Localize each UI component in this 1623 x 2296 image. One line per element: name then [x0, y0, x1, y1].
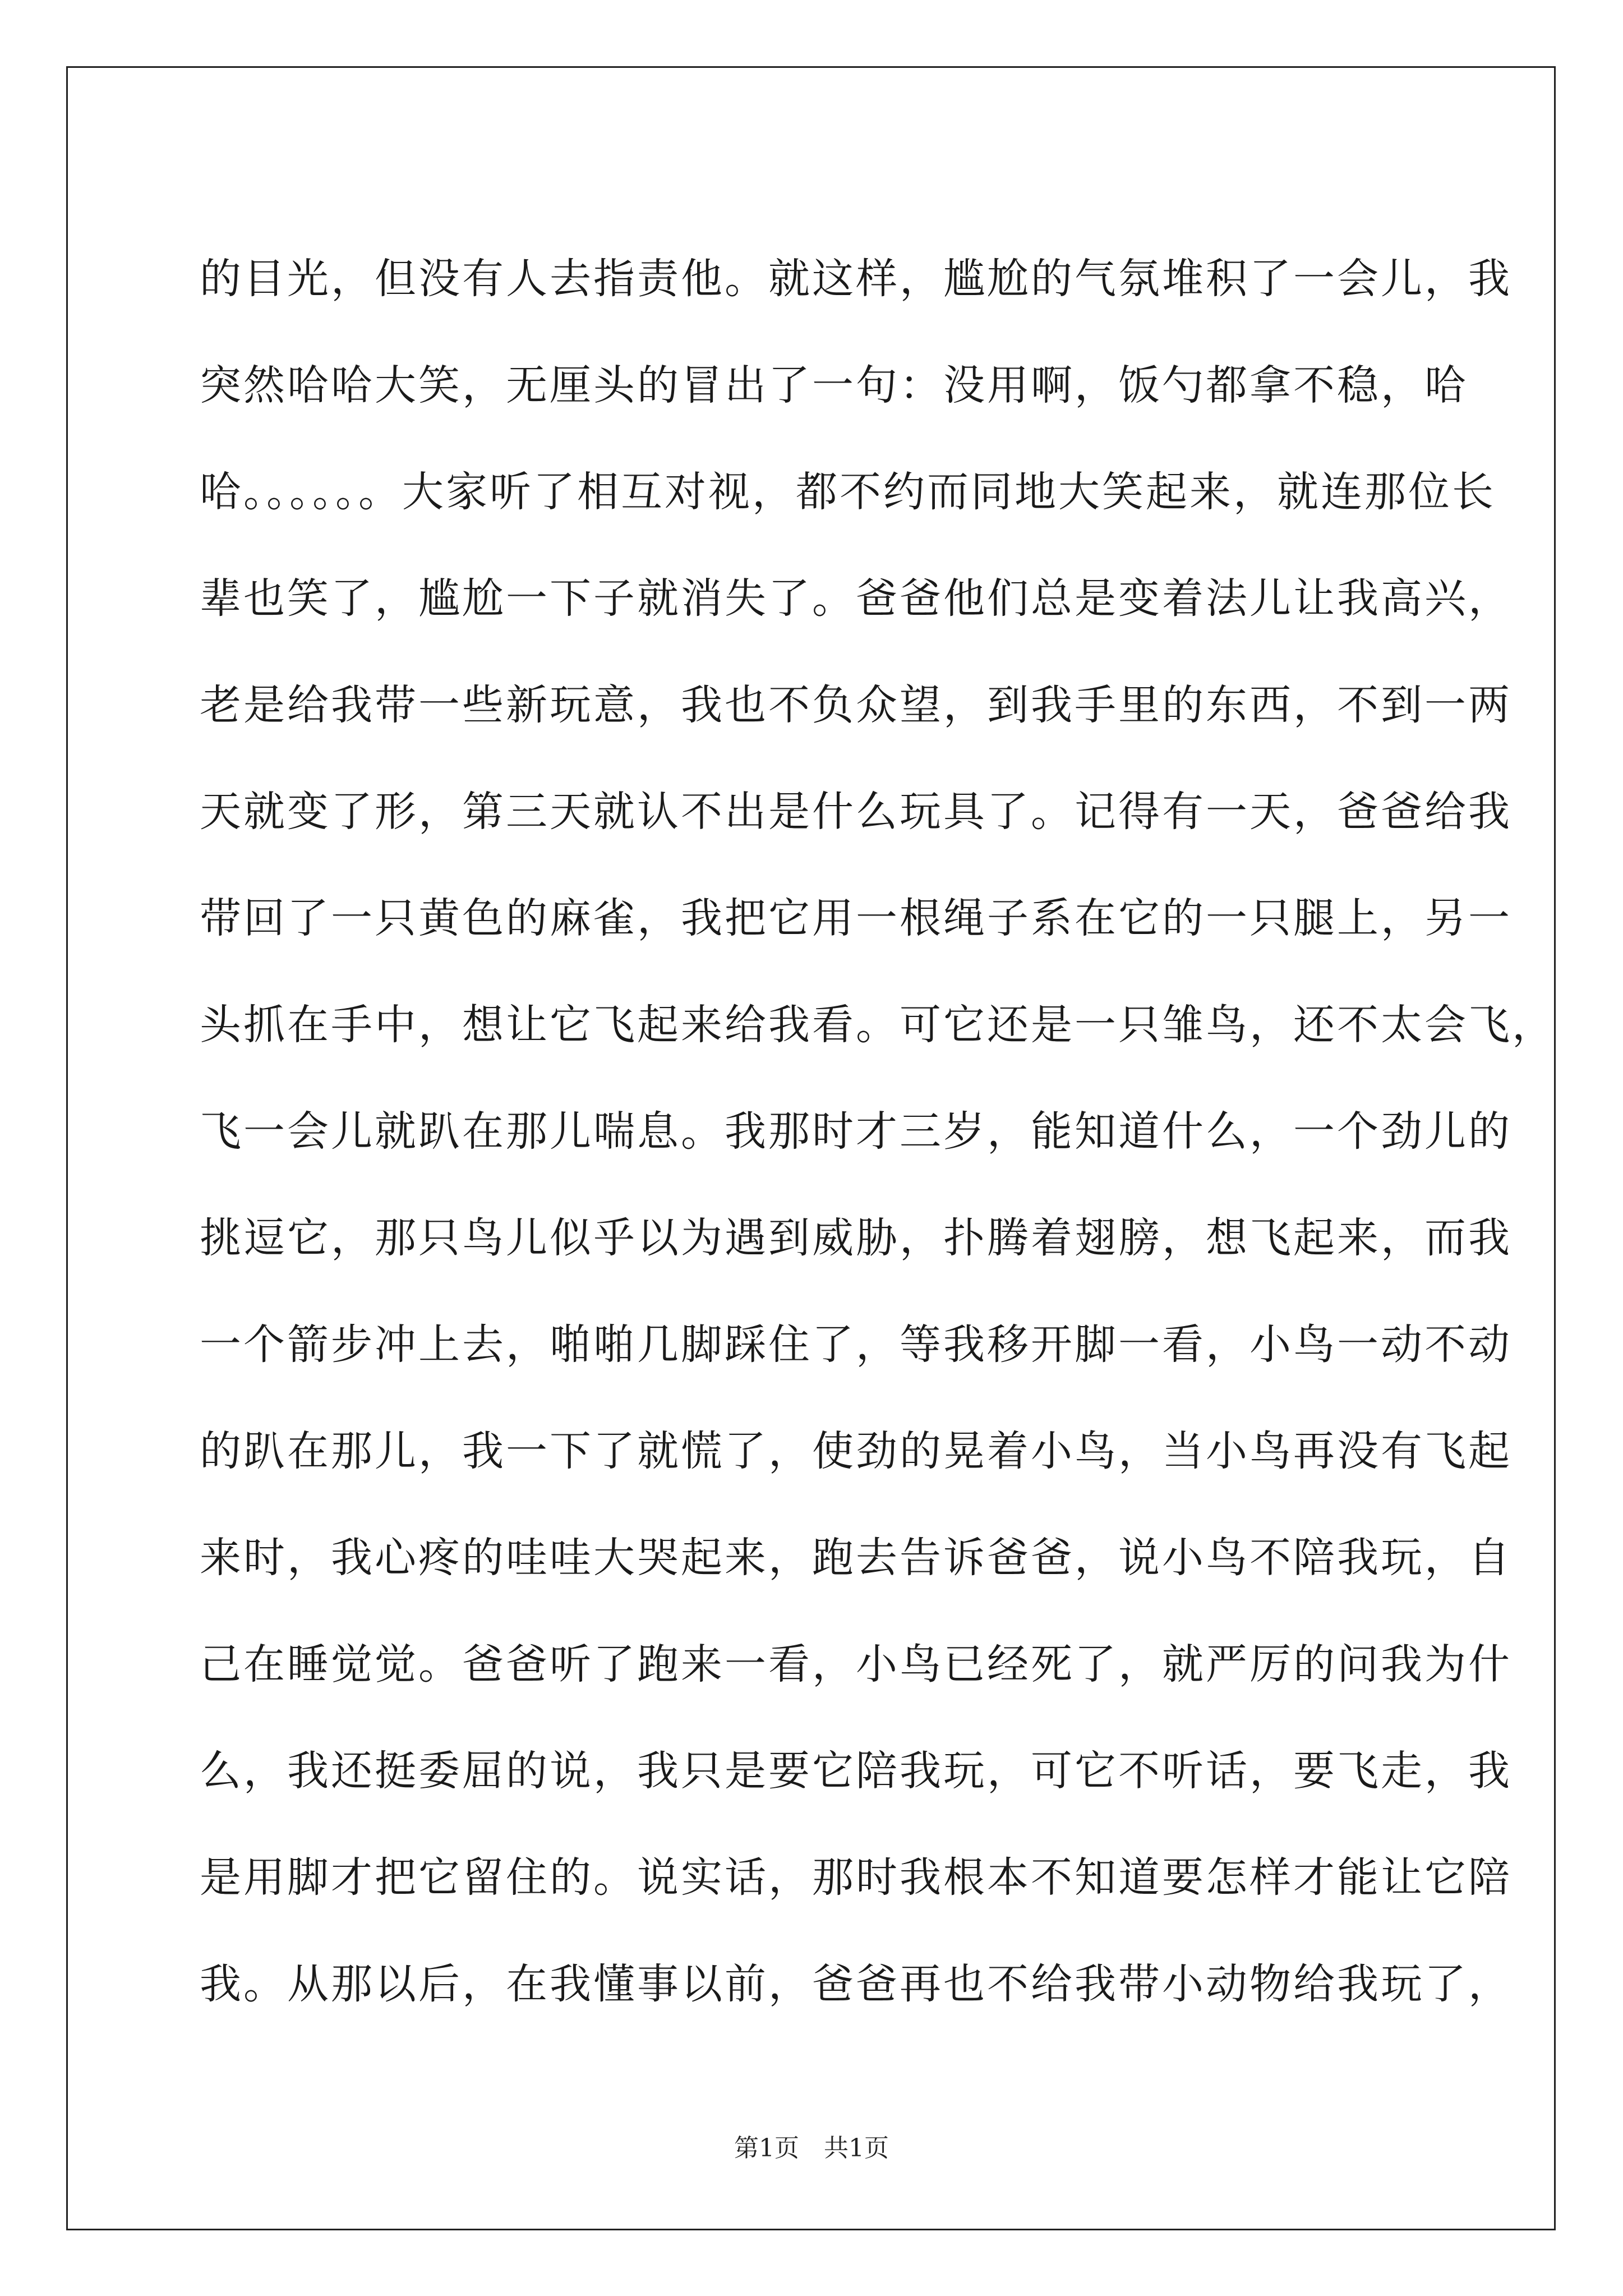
text-line: 挑逗它，那只鸟儿似乎以为遇到威胁，扑腾着翅膀，想飞起来，而我	[200, 1214, 1512, 1262]
text-line: 的趴在那儿，我一下了就慌了，使劲的晃着小鸟，当小鸟再没有飞起	[200, 1427, 1512, 1475]
text-line: 我。从那以后，在我懂事以前，爸爸再也不给我带小动物给我玩了，	[200, 1960, 1512, 2008]
text-line: 天就变了形，第三天就认不出是什么玩具了。记得有一天，爸爸给我	[200, 788, 1512, 836]
text-line: 头抓在手中，想让它飞起来给我看。可它还是一只雏鸟，还不太会飞，	[200, 1001, 1556, 1049]
text-line: 辈也笑了，尴尬一下子就消失了。爸爸他们总是变着法儿让我高兴，	[200, 574, 1512, 623]
text-line: 来时，我心疼的哇哇大哭起来，跑去告诉爸爸，说小鸟不陪我玩，自	[200, 1534, 1512, 1582]
text-line: 老是给我带一些新玩意，我也不负众望，到我手里的东西，不到一两	[200, 681, 1512, 729]
text-line: 一个箭步冲上去，啪啪几脚踩住了，等我移开脚一看，小鸟一动不动	[200, 1320, 1512, 1369]
text-line: 突然哈哈大笑，无厘头的冒出了一句：没用啊，饭勺都拿不稳，哈	[200, 361, 1468, 409]
text-line: 带回了一只黄色的麻雀，我把它用一根绳子系在它的一只腿上，另一	[200, 894, 1512, 942]
text-line: 么，我还挺委屈的说，我只是要它陪我玩，可它不听话，要飞走，我	[200, 1747, 1512, 1795]
text-line: 是用脚才把它留住的。说实话，那时我根本不知道要怎样才能让它陪	[200, 1853, 1512, 1902]
document-body	[200, 226, 1556, 2037]
text-line: 的目光，但没有人去指责他。就这样，尴尬的气氛堆积了一会儿，我	[200, 255, 1512, 303]
page-number-footer: 第1页 共1页	[734, 2134, 889, 2162]
text-line: 飞一会儿就趴在那儿喘息。我那时才三岁，能知道什么，一个劲儿的	[200, 1107, 1512, 1156]
text-line: 哈。。。。。。大家听了相互对视，都不约而同地大笑起来，就连那位长	[200, 468, 1496, 516]
text-line: 己在睡觉觉。爸爸听了跑来一看，小鸟已经死了，就严厉的问我为什	[200, 1640, 1512, 1688]
